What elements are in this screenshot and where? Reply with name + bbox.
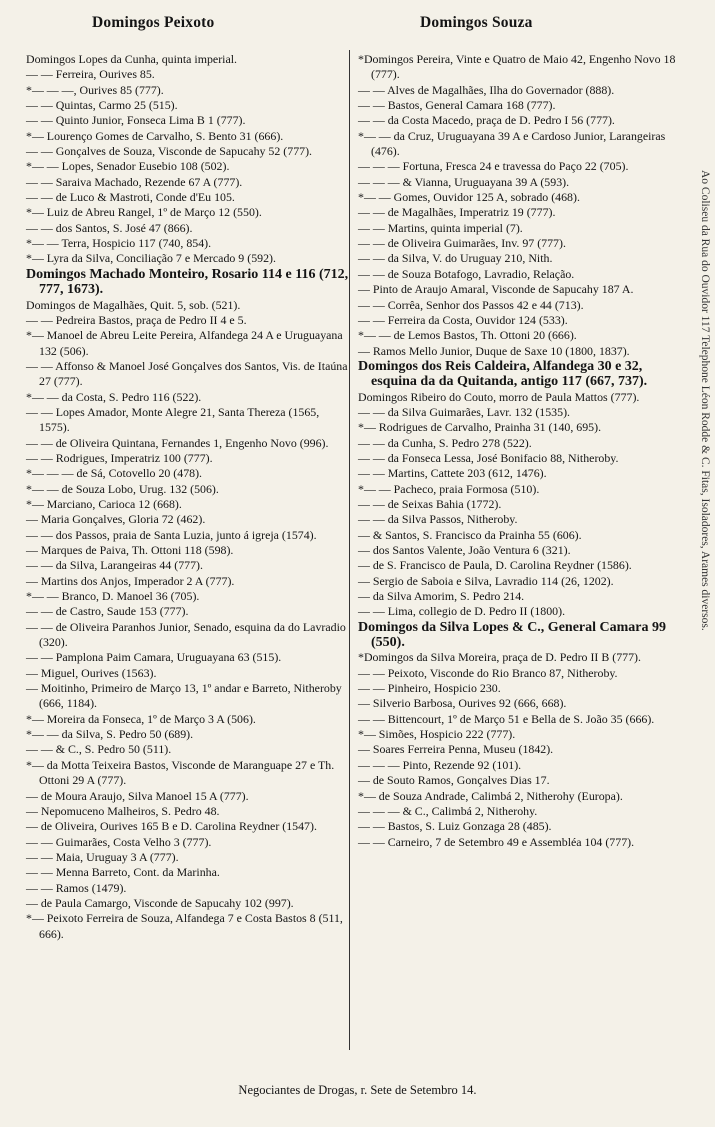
directory-entry: — — de Castro, Saude 153 (777). (26, 604, 189, 619)
directory-entry: — — Quinto Junior, Fonseca Lima B 1 (777). (26, 113, 246, 128)
directory-entry: — — Corrêa, Senhor dos Passos 42 e 44 (713). (358, 297, 584, 312)
directory-entry: — — — Fortuna, Fresca 24 e travessa do Paço 22 (705). (358, 159, 629, 174)
right-column (358, 52, 678, 850)
directory-entry: — — da Fonseca Lessa, José Bonifacio 88, Nitheroby. (358, 450, 619, 465)
directory-entry: — — da Silva Guimarães, Lavr. 132 (1535). (358, 404, 571, 419)
directory-entry: — Sergio de Saboia e Silva, Lavradio 114 (26, 1202). (358, 573, 614, 588)
directory-entry: — — Martins, Cattete 203 (612, 1476). (358, 466, 547, 481)
directory-entry: — — dos Passos, praia de Santa Luzia, junto á igreja (1574). (26, 527, 317, 542)
running-head-right: Domingos Souza (420, 14, 533, 31)
directory-entry: — dos Santos Valente, João Ventura 6 (321). (358, 543, 571, 557)
directory-entry: *— — da Silva, S. Pedro 50 (689). (26, 727, 194, 742)
directory-entry: *— Peixoto Ferreira de Souza, Alfandega 7 e Costa Bastos 8 (511, 666). (26, 911, 343, 941)
directory-entry: — — Pinheiro, Hospicio 230. (358, 681, 501, 696)
directory-entry: — — — & C., Calimbá 2, Nitherohy. (358, 803, 538, 818)
directory-entry: *— — Pacheco, praia Formosa (510). (358, 481, 540, 496)
directory-entry: — Ramos Mello Junior, Duque de Saxe 10 (1800, 1837). (358, 343, 630, 358)
directory-entry: *Domingos Pereira, Vinte e Quatro de Maio 42, Engenho Novo 18 (777). (358, 52, 676, 82)
directory-entry: — — Gonçalves de Souza, Visconde de Sapucahy 52 (777). (26, 144, 313, 159)
directory-entry: *— Simões, Hospicio 222 (777). (358, 727, 516, 742)
directory-entry: — — Carneiro, 7 de Setembro 49 e Assembléa 104 (777). (358, 834, 635, 849)
directory-entry: — — de Souza Botafogo, Lavradio, Relação. (358, 266, 575, 281)
directory-entry: *— Lourenço Gomes de Carvalho, S. Bento 31 (666). (26, 128, 284, 143)
directory-entry: — de Moura Araujo, Silva Manoel 15 A (777). (26, 788, 249, 803)
directory-entry: — Marques de Paiva, Th. Ottoni 118 (598). (26, 543, 234, 557)
directory-entry: *— — —, Ourives 85 (777). (26, 82, 164, 97)
directory-entry: — — da Silva Passos, Nitheroby. (358, 512, 518, 527)
directory-entry: *— da Motta Teixeira Bastos, Visconde de Maranguape 27 e Th. Ottoni 29 A (777). (26, 757, 335, 788)
directory-entry: — Silverio Barbosa, Ourives 92 (666, 668). (358, 696, 567, 711)
directory-entry: — de Oliveira, Ourives 165 B e D. Carolina Reydner (1547). (26, 819, 317, 834)
directory-entry: — — de Luco & Mastroti, Conde d'Eu 105. (26, 190, 235, 205)
directory-entry: — — de Oliveira Paranhos Junior, Senado, esquina da do Lavradio (320). (26, 619, 346, 650)
directory-entry: Domingos Ribeiro do Couto, morro de Paula Mattos (777). (358, 389, 640, 404)
directory-entry: Domingos de Magalhães, Quit. 5, sob. (521). (26, 297, 241, 312)
directory-entry: *— — Terra, Hospicio 117 (740, 854). (26, 236, 212, 251)
directory-entry: *— — — de Sá, Cotovello 20 (478). (26, 466, 203, 481)
directory-heading: Domingos Machado Monteiro, Rosario 114 e 116 (712, 777, 1673). (26, 266, 349, 298)
directory-heading: Domingos da Silva Lopes & C., General Camara 99 (550). (358, 619, 666, 651)
directory-entry: — — Bastos, General Camara 168 (777). (358, 98, 556, 113)
directory-entry: *— de Souza Andrade, Calimbá 2, Nitherohy (Europa). (358, 788, 623, 803)
directory-entry: *— — de Souza Lobo, Urug. 132 (506). (26, 481, 219, 496)
directory-entry: — Maria Gonçalves, Gloria 72 (462). (26, 512, 206, 527)
directory-entry: — — de Magalhães, Imperatriz 19 (777). (358, 205, 556, 220)
directory-entry: *— Rodrigues de Carvalho, Prainha 31 (140, 695). (358, 420, 602, 435)
page-footer: Negociantes de Drogas, r. Sete de Setembro 14. (238, 1083, 477, 1097)
directory-entry: — de Souto Ramos, Gonçalves Dias 17. (358, 773, 550, 788)
directory-entry: — — Ferreira, Ourives 85. (26, 67, 155, 82)
directory-entry: *— — de Lemos Bastos, Th. Ottoni 20 (666). (358, 328, 577, 343)
directory-entry: — — Pedreira Bastos, praça de Pedro II 4 e 5. (26, 312, 247, 327)
directory-entry: — — Pamplona Paim Camara, Uruguayana 63 (515). (26, 650, 282, 665)
directory-entry: *— Moreira da Fonseca, 1º de Março 3 A (506). (26, 711, 256, 726)
directory-entry: — Soares Ferreira Penna, Museu (1842). (358, 742, 554, 757)
directory-entry: — — de Seixas Bahia (1772). (358, 496, 502, 511)
directory-entry: — — de Oliveira Quintana, Fernandes 1, Engenho Novo (996). (26, 435, 329, 450)
directory-entry: — — Saraiva Machado, Rezende 67 A (777). (26, 174, 243, 189)
directory-entry: — — Peixoto, Visconde do Rio Branco 87, Nitheroby. (358, 665, 618, 680)
directory-entry: *— — da Costa, S. Pedro 116 (522). (26, 389, 202, 404)
directory-entry: — Miguel, Ourives (1563). (26, 665, 157, 680)
left-column (26, 52, 352, 942)
directory-entry: — — Bittencourt, 1º de Março 51 e Bella de S. João 35 (666). (358, 711, 655, 726)
side-advertisement (697, 170, 713, 950)
directory-entry: — — da Costa Macedo, praça de D. Pedro I 56 (777). (358, 113, 615, 128)
directory-entry: *— — Branco, D. Manoel 36 (705). (26, 589, 200, 604)
directory-entry: *— Marciano, Carioca 12 (668). (26, 496, 182, 511)
directory-entry: Domingos Lopes da Cunha, quinta imperial. (26, 52, 238, 66)
directory-entry: — — Quintas, Carmo 25 (515). (26, 98, 178, 113)
directory-entry: — — dos Santos, S. José 47 (866). (26, 220, 193, 235)
directory-entry: — — & C., S. Pedro 50 (511). (26, 742, 172, 757)
directory-entry: *— Luiz de Abreu Rangel, 1º de Março 12 (550). (26, 205, 262, 220)
directory-entry: — & Santos, S. Francisco da Prainha 55 (606). (358, 527, 582, 542)
directory-heading: Domingos dos Reis Caldeira, Alfandega 30 e 32, esquina da da Quitanda, antigo 117 (667, 737). (358, 358, 648, 390)
directory-entry: — — Affonso & Manoel José Gonçalves dos Santos, Vis. de Itaúna 27 (777). (26, 358, 348, 389)
directory-entry: *— — Lopes, Senador Eusebio 108 (502). (26, 159, 230, 174)
directory-entry: — — de Oliveira Guimarães, Inv. 97 (777). (358, 236, 566, 251)
directory-entry: — — Martins, quinta imperial (7). (358, 220, 523, 235)
directory-entry: — — — Pinto, Rezende 92 (101). (358, 757, 522, 772)
directory-entry: *— — Gomes, Ouvidor 125 A, sobrado (468). (358, 190, 580, 205)
directory-entry: *— — da Cruz, Uruguayana 39 A e Cardoso Junior, Larangeiras (476). (358, 128, 666, 159)
directory-entry: — — — & Vianna, Uruguayana 39 A (593). (358, 174, 570, 189)
directory-entry: *Domingos da Silva Moreira, praça de D. Pedro II B (777). (358, 650, 641, 665)
directory-entry: — Pinto de Araujo Amaral, Visconde de Sapucahy 187 A. (358, 282, 634, 297)
directory-entry: *— Lyra da Silva, Conciliação 7 e Mercado 9 (592). (26, 251, 276, 266)
running-head-left: Domingos Peixoto (92, 14, 215, 31)
directory-entry: — de S. Francisco de Paula, D. Carolina Reydner (1586). (358, 558, 632, 573)
directory-entry: — Moitinho, Primeiro de Março 13, 1º andar e Barreto, Nitheroby (666, 1184). (26, 681, 342, 711)
directory-entry: — — Guimarães, Costa Velho 3 (777). (26, 834, 212, 849)
directory-entry: — — Ferreira da Costa, Ouvidor 124 (533). (358, 312, 568, 327)
directory-entry: — — Rodrigues, Imperatriz 100 (777). (26, 450, 213, 465)
page-header (0, 0, 715, 36)
directory-entry: — — Ramos (1479). (26, 880, 127, 895)
directory-entry: — — Alves de Magalhães, Ilha do Governador (888). (358, 82, 615, 97)
directory-entry: — — Menna Barreto, Cont. da Marinha. (26, 865, 220, 880)
directory-entry: — Martins dos Anjos, Imperador 2 A (777). (26, 573, 235, 588)
directory-entry: — — da Cunha, S. Pedro 278 (522). (358, 435, 532, 450)
directory-entry: — de Paula Camargo, Visconde de Sapucahy 102 (997). (26, 895, 294, 910)
directory-entry: — da Silva Amorim, S. Pedro 214. (358, 589, 525, 604)
directory-entry: *— Manoel de Abreu Leite Pereira, Alfandega 24 A e Uruguayana 132 (506). (26, 328, 343, 358)
directory-entry: — — Maia, Uruguay 3 A (777). (26, 849, 179, 864)
directory-entry: — — Lima, collegio de D. Pedro II (1800). (358, 604, 566, 619)
directory-entry: — — da Silva, V. do Uruguay 210, Nith. (358, 251, 553, 266)
side-advertisement-text: Ao Coliseu da Rua do Ouvidor 117 Telephone Léon Rodde & C. Fitas, Isoladores, Arames diversos. (699, 170, 711, 631)
directory-entry: — — Lopes Amador, Monte Alegre 21, Santa Thereza (1565, 1575). (26, 404, 320, 435)
directory-entry: — — da Silva, Larangeiras 44 (777). (26, 558, 203, 573)
directory-entry: — — Bastos, S. Luiz Gonzaga 28 (485). (358, 819, 552, 834)
directory-entry: — Nepomuceno Malheiros, S. Pedro 48. (26, 803, 220, 818)
